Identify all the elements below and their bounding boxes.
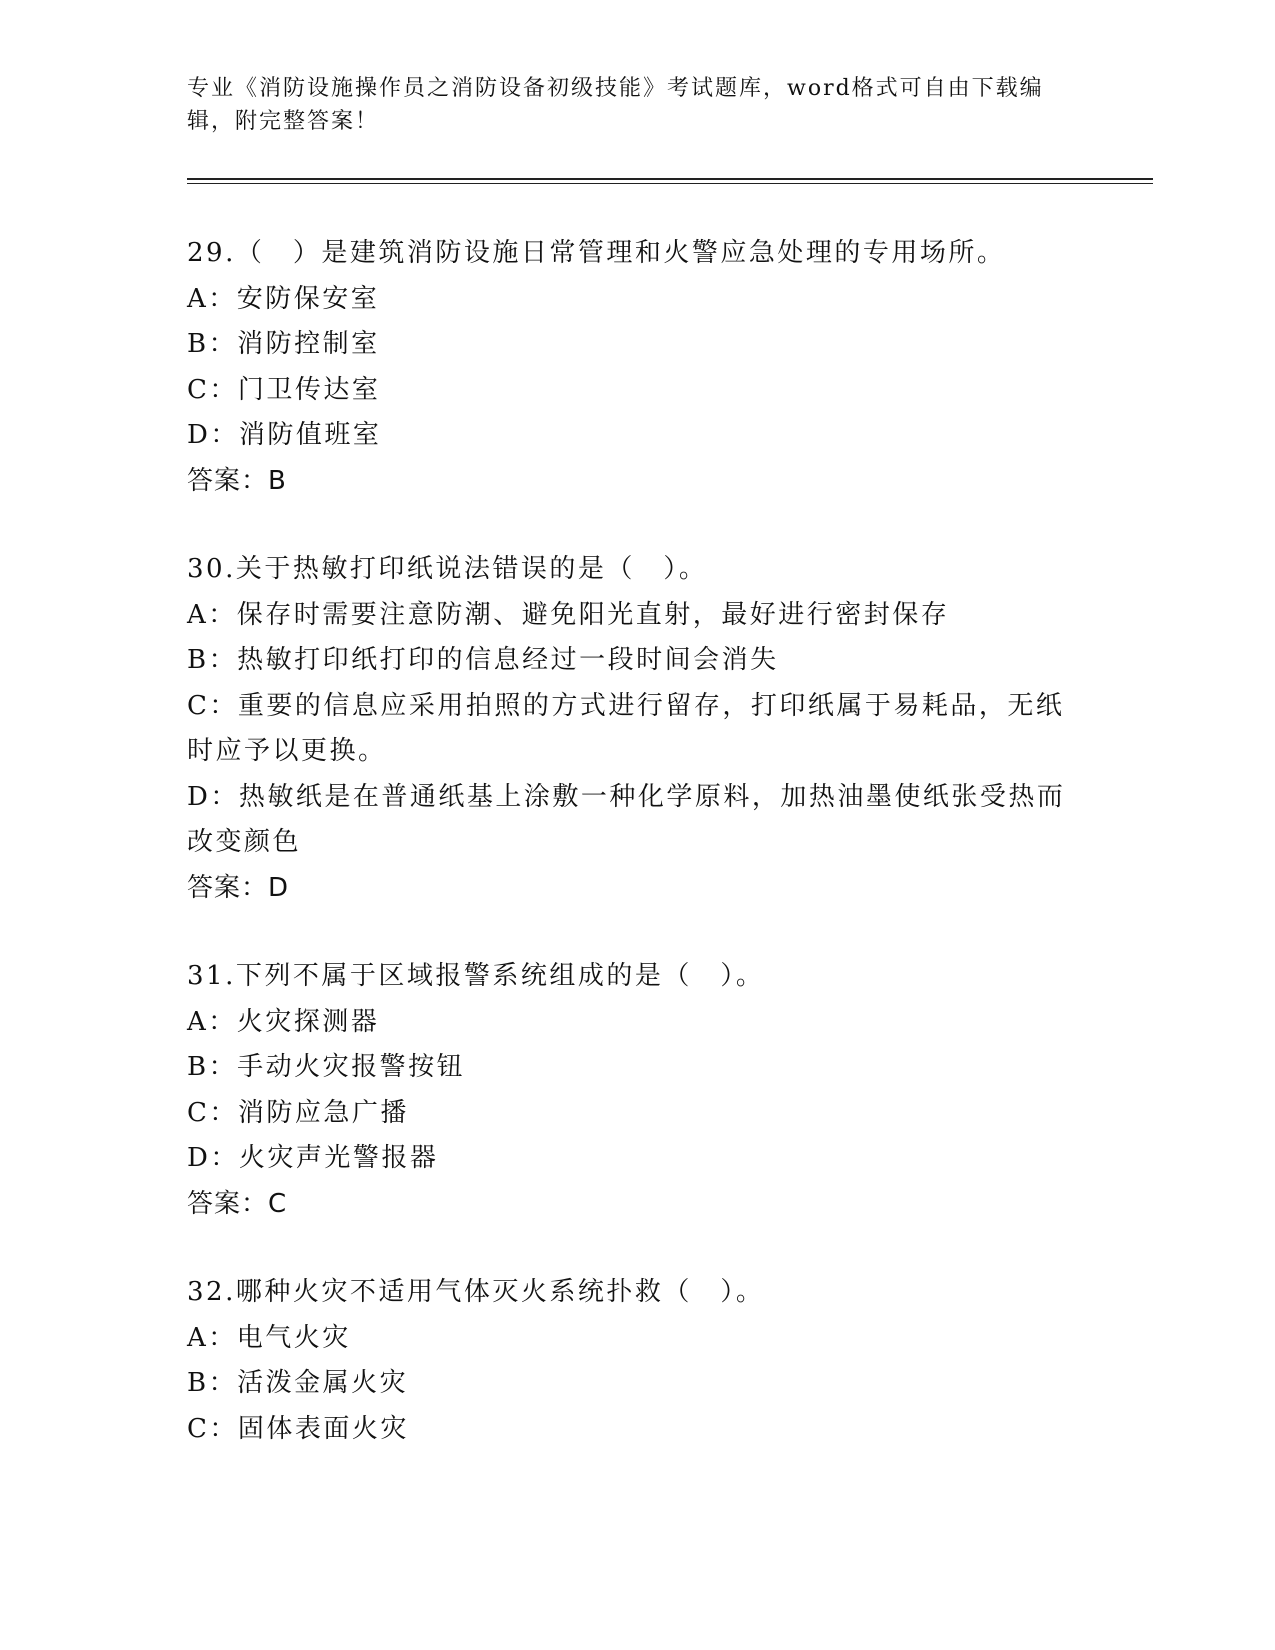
option-a: A：安防保安室 [187,283,380,314]
answer: 答案：B [187,465,287,496]
question-stem: 30.关于热敏打印纸说法错误的是（ ）。 [187,554,708,584]
question-stem: 32.哪种火灾不适用气体灭火系统扑救（ ）。 [187,1277,765,1307]
option-a: A：电气火灾 [187,1322,351,1353]
answer: 答案：D [187,872,290,903]
option-a: A：保存时需要注意防潮、避免阳光直射，最好进行密封保存 [187,599,950,630]
question-32 [187,1270,1087,1452]
question-29 [187,231,1087,504]
option-c: C：重要的信息应采用拍照的方式进行留存，打印纸属于易耗品，无纸时应予以更换。 [187,690,1065,766]
option-c: C：消防应急广播 [187,1097,409,1128]
option-b: B：活泼金属火灾 [187,1368,409,1398]
header-divider-thick [187,178,1153,180]
question-30 [187,547,1087,911]
option-b: B：热敏打印纸打印的信息经过一段时间会消失 [187,645,779,675]
question-31 [187,954,1087,1227]
option-d: D：热敏纸是在普通纸基上涂敷一种化学原料，加热油墨使纸张受热而改变颜色 [187,781,1066,857]
option-c: C：门卫传达室 [187,374,381,405]
question-stem: 31.下列不属于区域报警系统组成的是（ ）。 [187,961,765,991]
option-c: C：固体表面火灾 [187,1413,409,1444]
question-stem: 29.（ ）是建筑消防设施日常管理和火警应急处理的专用场所。 [187,238,1006,268]
header-divider-thin [187,183,1153,184]
option-a: A：火灾探测器 [187,1006,380,1037]
document-header: 专业《消防设施操作员之消防设备初级技能》考试题库，word格式可自由下载编辑，附完整答案！ [187,76,1044,134]
option-d: D：消防值班室 [187,420,382,450]
option-b: B：手动火灾报警按钮 [187,1052,466,1082]
option-b: B：消防控制室 [187,329,380,359]
option-d: D：火灾声光警报器 [187,1143,439,1173]
answer: 答案：C [187,1188,288,1219]
question-list [187,231,1087,1495]
